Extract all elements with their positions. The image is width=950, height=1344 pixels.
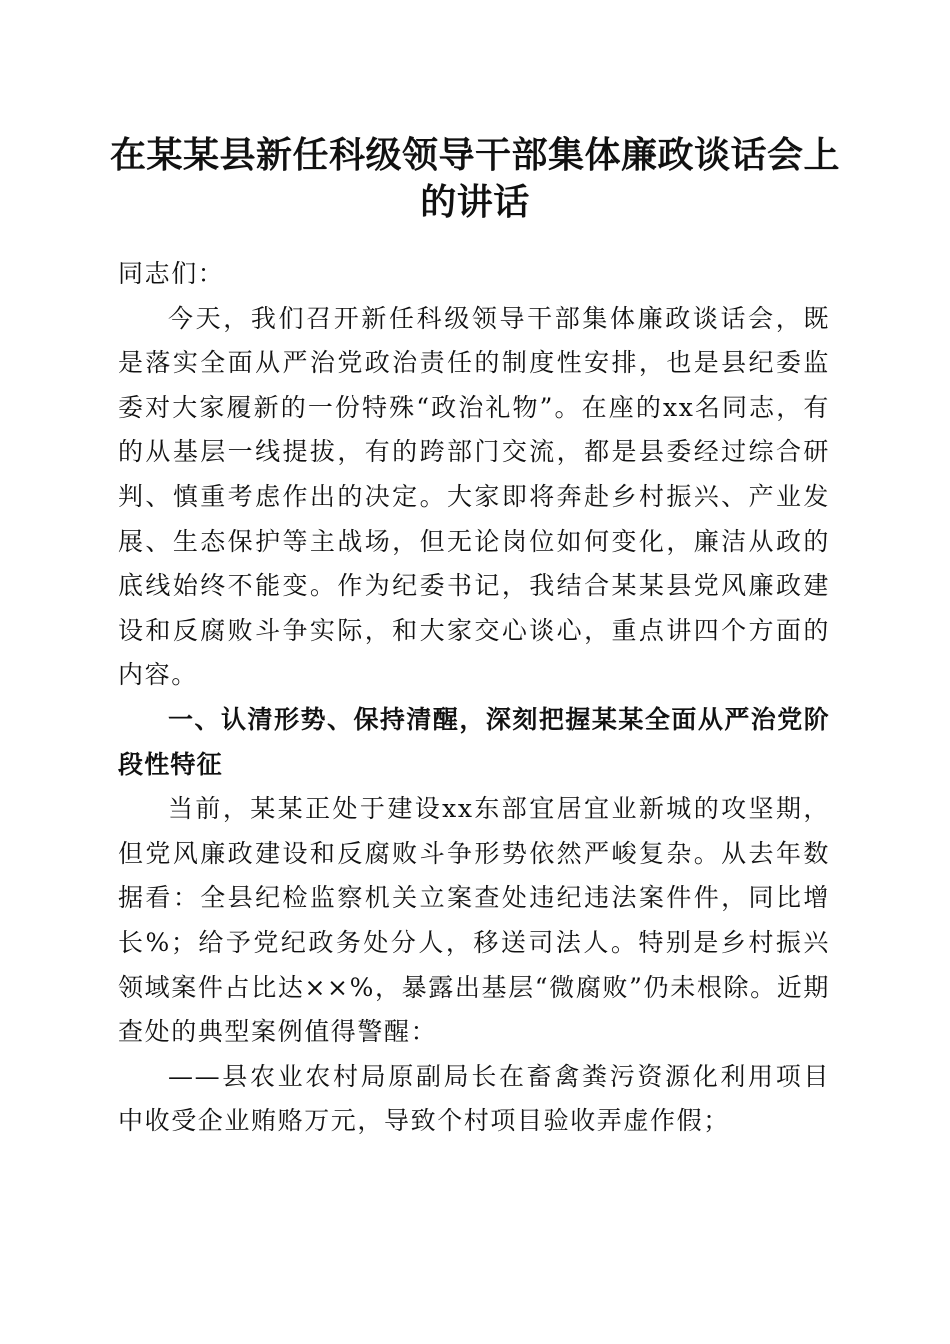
section-heading-1: 一、认清形势、保持清醒，深刻把握某某全面从严治党阶段性特征 <box>118 704 830 779</box>
paragraph-case-1: ——县农业农村局原副局长在畜禽粪污资源化利用项目中收受企业贿赂万元，导致个村项目验收弄虚作假； <box>118 1061 830 1136</box>
document-title: 在某某县新任科级领导干部集体廉政谈话会上的讲话 <box>110 134 841 223</box>
salutation: 同志们： <box>118 259 225 288</box>
paragraph-intro: 今天，我们召开新任科级领导干部集体廉政谈话会，既是落实全面从严治党政治责任的制度性安排，也是县纪委监委对大家履新的一份特殊“政治礼物”。在座的xx名同志，有的从基层一线提拔，有的跨部门交流，都是县委经过综合研判、慎重考虑作出的决定。大家即将奔赴乡村振兴、产业发展、生态保护等主战场，但无论岗位如何变化，廉洁从政的底线始终不能变。作为纪委书记，我结合某某县党风廉政建设和反腐败斗争实际，和大家交心谈心，重点讲四个方面的内容。 <box>118 303 830 690</box>
paragraph-situation: 当前，某某正处于建设xx东部宜居宜业新城的攻坚期，但党风廉政建设和反腐败斗争形势依然严峻复杂。从去年数据看：全县纪检监察机关立案查处违纪违法案件件，同比增长%；给予党纪政务处分人，移送司法人。特别是乡村振兴领域案件占比达××%，暴露出基层“微腐败”仍未根除。近期查处的典型案例值得警醒： <box>118 794 830 1047</box>
document-body <box>118 252 830 1144</box>
